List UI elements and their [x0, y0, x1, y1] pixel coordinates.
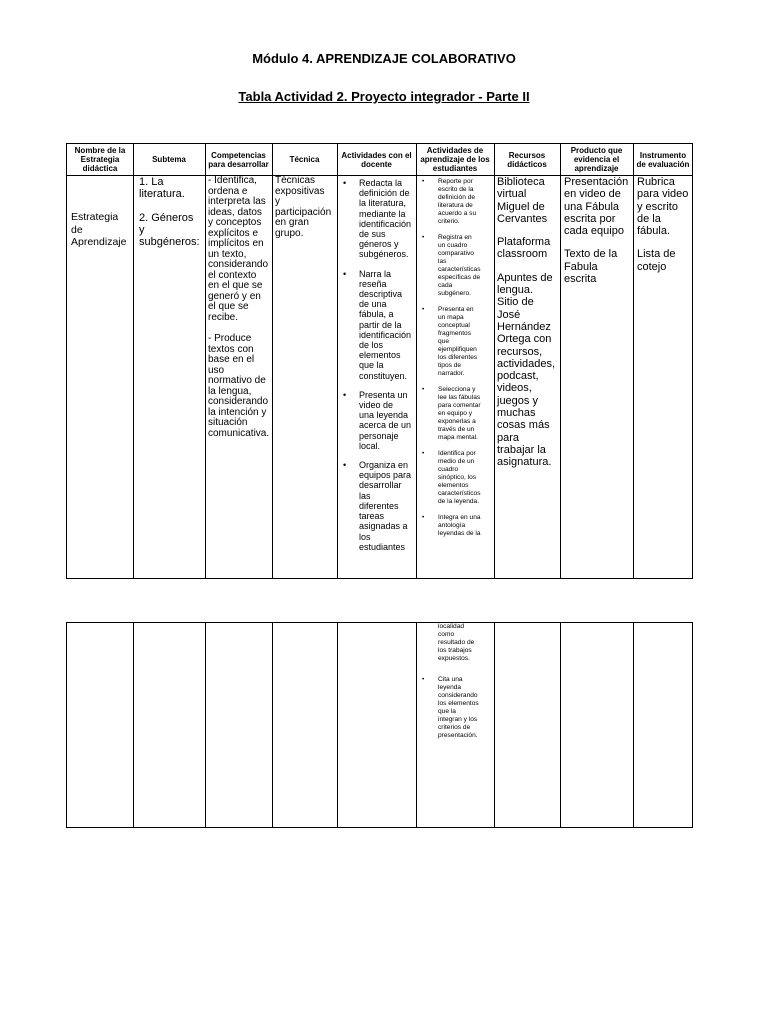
- cell-recursos: [497, 176, 559, 469]
- producto-2: Texto de la Fabula escrita: [564, 248, 618, 286]
- estudiantes-continuation: localidad como resultado de los trabajos expuestos.: [438, 623, 475, 662]
- estudiante-activity: • Presenta en un mapa conceptual fragmentos que ejemplifiquen los diferentes tipos de narrador.: [420, 306, 494, 378]
- activity-table-continued: [66, 622, 693, 828]
- header-actividades-docente: Actividades con el docente: [341, 150, 412, 169]
- cell-actividades-docente: [341, 178, 415, 561]
- estudiante-activity: • Registra en un cuadro comparativo las características específicas de cada subgénero.: [420, 234, 494, 298]
- subtema-item-1: 1. La literatura.: [139, 176, 185, 201]
- cell-competencias: [208, 176, 272, 439]
- recurso-2: Plataforma classroom: [497, 236, 551, 261]
- header-recursos: Recursos didácticos: [507, 150, 547, 169]
- table-title: Tabla Actividad 2. Proyecto integrador - Parte II: [238, 89, 530, 104]
- estudiante-activity: • Identifica por medio de un cuadro sinóptico, los elementos característicos de la leyenda.: [420, 450, 494, 506]
- cell-subtema: [139, 176, 203, 248]
- header-subtema: Subtema: [152, 155, 186, 164]
- estudiantes-last-activity: [420, 676, 494, 748]
- cell-producto: [564, 176, 632, 285]
- competencia-1: - Identifica, ordena e interpreta las ideas, datos y conceptos explícitos e implícitos en un texto, considerando el contexto en el que se generó y en el que se recibe.: [208, 175, 269, 323]
- header-actividades-estudiantes: Actividades de aprendizaje de los estudiantes: [420, 146, 490, 173]
- recurso-1: Biblioteca virtual Miguel de Cervantes: [497, 176, 548, 225]
- header-tecnica: Técnica: [289, 155, 320, 164]
- docente-activity: • Presenta un video de una leyenda acerca de un personaje local.: [341, 390, 415, 451]
- cell-actividades-estudiantes: [420, 178, 494, 578]
- header-producto: Producto que evidencia el aprendizaje: [570, 146, 623, 173]
- header-instrumento: Instrumento de evaluación: [636, 150, 690, 169]
- producto-1: Presentación en video de una Fábula escrita por cada equipo: [564, 176, 629, 238]
- header-competencias: Competencias para desarrollar: [208, 150, 269, 169]
- instrumento-1: Rubrica para video y escrito de la fábula.: [637, 176, 689, 238]
- subtema-item-2: 2. Géneros y subgéneros:: [139, 211, 200, 249]
- docente-activity: • Organiza en equipos para desarrollar las diferentes tareas asignadas a los estudiantes: [341, 460, 415, 552]
- cell-estrategia: Estrategia de Aprendizaje: [71, 211, 127, 248]
- docente-activity: • Redacta la definición de la literatura, mediante la identificación de sus géneros y subgéneros.: [341, 178, 415, 260]
- estudiante-activity: • Reporte por escrito de la definición de literatura de acuerdo a su criterio.: [420, 178, 494, 226]
- cell-instrumento: [637, 176, 693, 273]
- estudiante-activity: • Selecciona y lee las fábulas para comentar en equipo y exponerlas a través de un mapa mental.: [420, 386, 494, 442]
- competencia-2: - Produce textos con base en el uso normativo de la lengua, considerando la intención y situación comunicativa.: [208, 333, 270, 439]
- instrumento-2: Lista de cotejo: [637, 248, 676, 273]
- module-title: Módulo 4. APRENDIZAJE COLABORATIVO: [252, 51, 516, 66]
- estudiante-activity: • Integra en una antología leyendas de la: [420, 514, 494, 538]
- recurso-3: Apuntes de lengua. Sitio de José Hernández Ortega con recursos, actividades, podcast, videos, juegos y muchas cosas más para trabajar la asignatura.: [497, 271, 556, 469]
- activity-table: [66, 143, 693, 579]
- estudiante-activity: • Cita una leyenda considerando los elementos que la integran y los criterios de presentación.: [420, 676, 494, 740]
- cell-tecnica: Técnicas expositivas y participación en gran grupo.: [275, 175, 332, 239]
- docente-activity: • Narra la reseña descriptiva de una fábula, a partir de la identificación de los elementos que la constituyen.: [341, 269, 415, 381]
- header-estrategia: Nombre de la Estrategia didáctica: [74, 146, 126, 173]
